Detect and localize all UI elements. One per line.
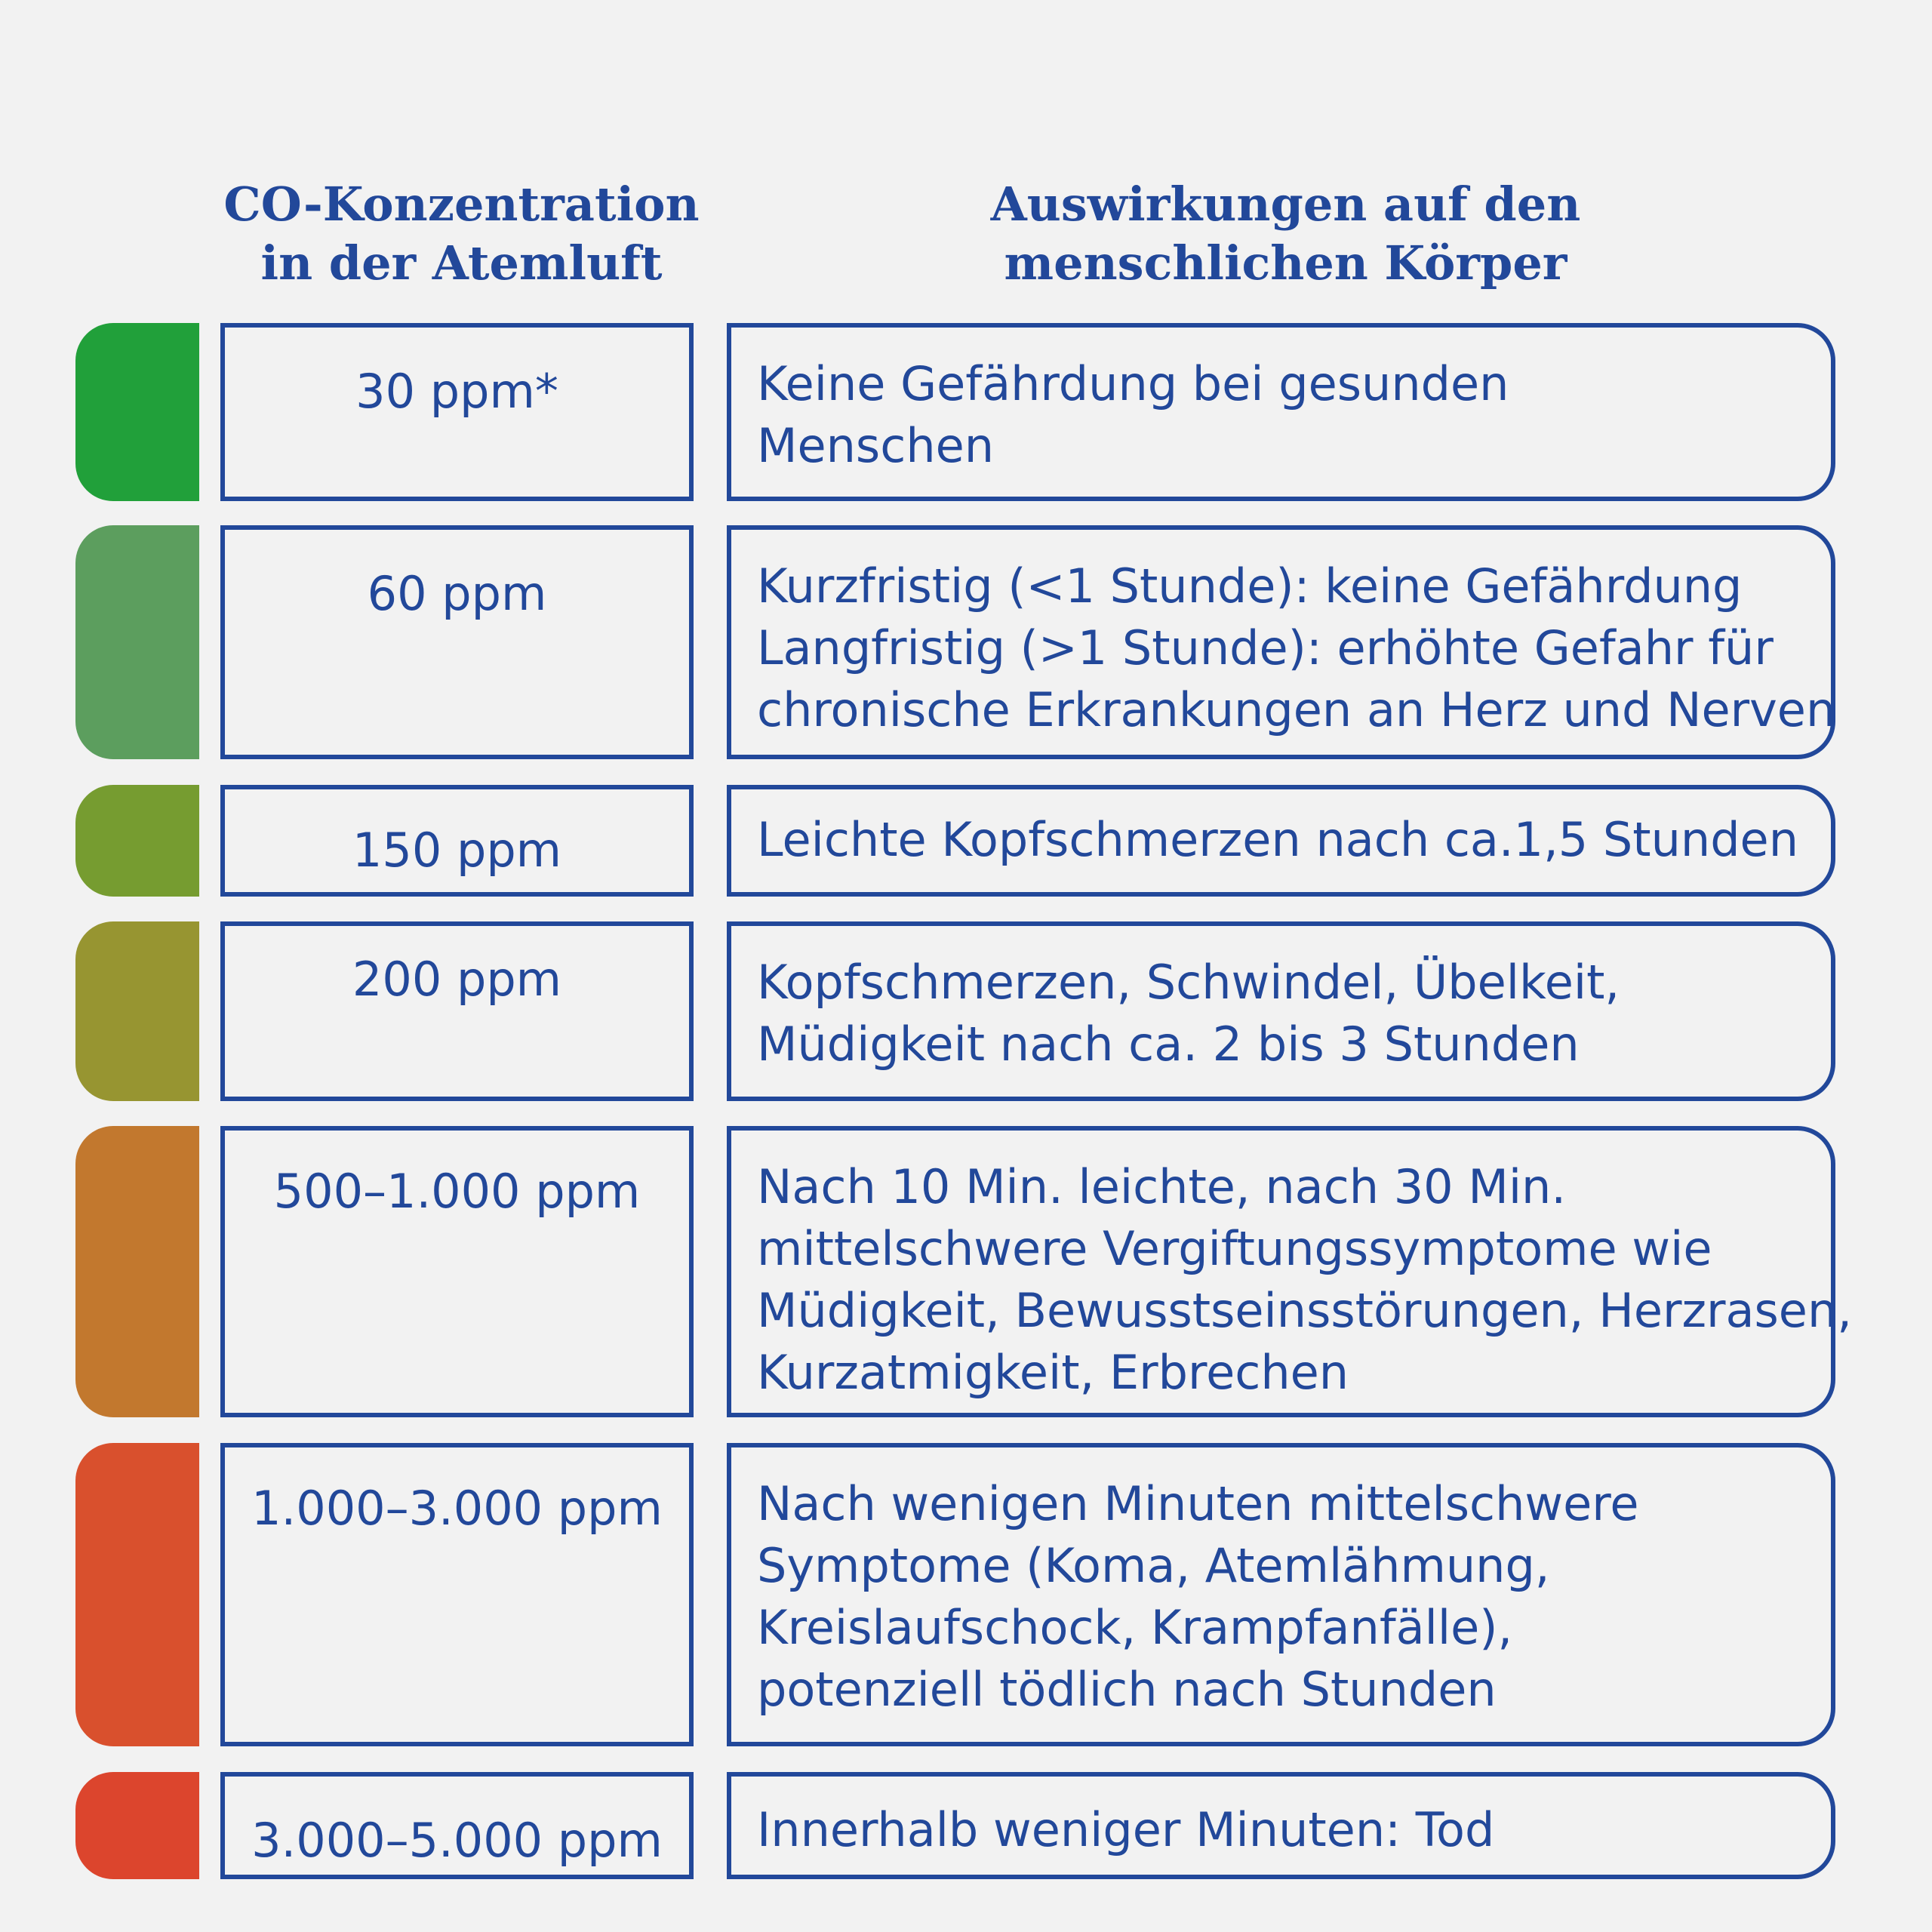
effects-cell — [727, 1443, 1835, 1746]
effects-cell — [727, 525, 1835, 759]
effects-line: mittelschwere Vergiftungssymptome wie — [757, 1221, 1712, 1276]
effects-line: Innerhalb weniger Minuten: Tod — [757, 1802, 1495, 1857]
header-line: CO-Konzentration — [223, 177, 700, 232]
effects-line: Nach 10 Min. leichte, nach 30 Min. — [757, 1159, 1567, 1214]
effects-line: Kurzfristig (<1 Stunde): keine Gefährdung — [757, 558, 1743, 614]
effects-line: Kurzatmigkeit, Erbrechen — [757, 1345, 1349, 1400]
concentration-cell: 200 ppm — [220, 921, 694, 1101]
header-line: in der Atemluft — [260, 235, 663, 291]
effects-line: Keine Gefährdung bei gesunden — [757, 356, 1509, 411]
table-row — [0, 1443, 1932, 1746]
effects-line: Nach wenigen Minuten mittelschwere — [757, 1476, 1639, 1531]
concentration-cell: 150 ppm — [220, 785, 694, 897]
table-row — [0, 1772, 1932, 1879]
effects-line: chronische Erkrankungen an Herz und Nerven — [757, 682, 1836, 737]
table-row — [0, 921, 1932, 1101]
effects-cell — [727, 323, 1835, 501]
effects-line: potenziell tödlich nach Stunden — [757, 1662, 1497, 1717]
effects-line: Müdigkeit nach ca. 2 bis 3 Stunden — [757, 1017, 1580, 1072]
concentration-cell: 30 ppm* — [220, 323, 694, 501]
header-line: Auswirkungen auf den — [990, 177, 1581, 232]
concentration-cell: 3.000–5.000 ppm — [220, 1772, 694, 1879]
table-row — [0, 785, 1932, 897]
severity-color-swatch — [75, 1772, 199, 1879]
effects-line: Kopfschmerzen, Schwindel, Übelkeit, — [757, 955, 1620, 1010]
effects-line: Menschen — [757, 418, 995, 473]
concentration-cell: 60 ppm — [220, 525, 694, 759]
effects-cell — [727, 1126, 1852, 1417]
concentration-cell: 1.000–3.000 ppm — [220, 1443, 694, 1746]
effects-cell — [727, 1772, 1835, 1879]
effects-line: Symptome (Koma, Atemlähmung, — [757, 1538, 1550, 1593]
effects-line: Müdigkeit, Bewusstseinsstörungen, Herzrasen, — [757, 1283, 1852, 1338]
header-line: menschlichen Körper — [1004, 235, 1567, 291]
table-row — [0, 525, 1932, 759]
effects-line: Kreislaufschock, Krampfanfälle), — [757, 1600, 1513, 1655]
severity-color-swatch — [75, 525, 199, 759]
header-concentration — [220, 175, 703, 293]
severity-color-swatch — [75, 1443, 199, 1746]
severity-color-swatch — [75, 1126, 199, 1417]
header-effects — [727, 175, 1844, 293]
table-row — [0, 1126, 1932, 1417]
effects-cell — [727, 921, 1835, 1101]
effects-line: Leichte Kopfschmerzen nach ca.1,5 Stunden — [757, 812, 1798, 867]
effects-cell — [727, 785, 1835, 897]
severity-color-swatch — [75, 323, 199, 501]
effects-line: Langfristig (>1 Stunde): erhöhte Gefahr für — [757, 620, 1774, 675]
concentration-cell: 500–1.000 ppm — [220, 1126, 694, 1417]
severity-color-swatch — [75, 785, 199, 897]
table-row — [0, 323, 1932, 501]
severity-color-swatch — [75, 921, 199, 1101]
